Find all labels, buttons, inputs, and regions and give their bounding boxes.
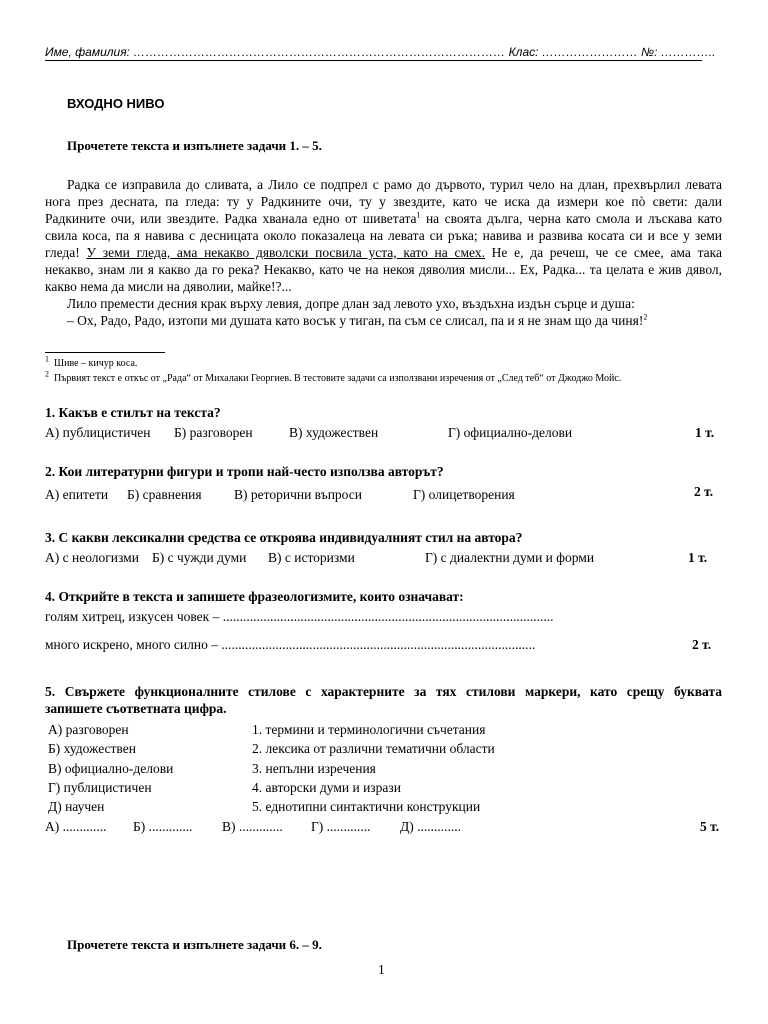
footnote-divider xyxy=(45,352,165,353)
passage-line-6: некакво, знам ли я какво да го река? Некакво, като че на некоя дяволия мисли... Ех, Радка... та целата е жив дявол, xyxy=(45,262,722,277)
footnote-ref-1: 1 xyxy=(416,210,421,220)
passage xyxy=(45,176,722,329)
q5-marker-3: 3. непълни изречения xyxy=(252,761,376,776)
q5-style-d: Г) публицистичен xyxy=(48,780,152,795)
footnote-2-number: 2 xyxy=(45,369,49,379)
question-1: 1. Какъв е стилът на текста? xyxy=(45,405,221,420)
q1-option-c: В) художествен xyxy=(289,425,379,440)
q1-option-b: Б) разговорен xyxy=(174,425,253,440)
q5-marker-2: 2. лексика от различни тематични области xyxy=(252,741,495,756)
passage-line-1: Радка се изправила до сливата, а Лило се подпрел с рамо до дървото, турил чело на длан, прехвърлил левата xyxy=(67,177,722,192)
q5-style-b: Б) художествен xyxy=(48,741,136,756)
footnote-1-text: Шиве – кичур коса. xyxy=(54,358,138,369)
q5-style-a: А) разговорен xyxy=(48,722,129,737)
passage-line-3a: Радкините очи, или звездите. Радка хванала едно от шиветата xyxy=(45,211,417,226)
footnote-1-number: 1 xyxy=(45,354,49,364)
instruction-1: Прочетете текста и изпълнете задачи 1. – 5. xyxy=(67,138,322,153)
q5-marker-1: 1. термини и терминологични съчетания xyxy=(252,722,486,737)
footnote-ref-2: 2 xyxy=(643,312,648,322)
passage-line-3 xyxy=(45,210,722,227)
passage-line-7: какво нема да мисли на дяволии, майке!?... xyxy=(45,279,292,294)
footnote-2 xyxy=(45,369,622,384)
name-class-number-line: Име, фамилия: ………………………………………………………………………………… Клас: …………………… №: ………….. xyxy=(45,45,716,59)
passage-line-5 xyxy=(45,244,722,261)
q2-option-b: Б) сравнения xyxy=(127,487,202,502)
q5-answer-a[interactable]: А) ............. xyxy=(45,819,107,834)
q2-option-d: Г) олицетворения xyxy=(413,487,515,502)
question-2: 2. Кои литературни фигури и тропи най-често използва авторът? xyxy=(45,464,444,479)
footnote-1 xyxy=(45,354,138,369)
q5-points: 5 т. xyxy=(700,819,720,834)
passage-line-2: нога през десната, па гледа: ту у Радкините очи, ту у звездите, като че иска да измери кое пò свети: дали xyxy=(45,194,722,209)
instruction-2: Прочетете текста и изпълнете задачи 6. – 9. xyxy=(67,937,322,952)
q3-option-d: Г) с диалектни думи и форми xyxy=(425,550,595,565)
q3-points: 1 т. xyxy=(688,550,708,565)
question-4: 4. Открийте в текста и запишете фразеологизмите, които означават: xyxy=(45,589,464,604)
q3-option-b: Б) с чужди думи xyxy=(152,550,247,565)
q4-item-1 xyxy=(45,609,553,625)
passage-line-5a: гледа! xyxy=(45,245,87,260)
q2-option-a: А) епитети xyxy=(45,487,109,502)
passage-line-5b: Не е, да речеш, че се смее, ама така xyxy=(484,245,722,260)
question-5-line-2: запишете съответната цифра. xyxy=(45,701,227,716)
q1-points: 1 т. xyxy=(695,425,715,440)
q4-item-2 xyxy=(45,637,535,653)
q2-option-c: В) реторични въпроси xyxy=(234,487,362,502)
q4-item-2-label: много искрено, много силно – xyxy=(45,637,218,652)
question-5 xyxy=(45,683,722,717)
question-3: 3. С какви лексикални средства се откроява индивидуалният стил на автора? xyxy=(45,530,523,545)
passage-line-8: Лило премести десния крак върху левия, допре длан зад левото ухо, въздъхна издън сърце и душа: xyxy=(67,296,635,311)
q4-answer-line-1[interactable]: .................................................................................................. xyxy=(222,609,554,624)
passage-line-9 xyxy=(45,312,722,329)
q5-style-c: В) официално-делови xyxy=(48,761,174,776)
q4-answer-line-2[interactable]: ............................................................................................. xyxy=(221,637,536,652)
page-title: ВХОДНО НИВО xyxy=(67,96,165,111)
question-5-line-1: 5. Свържете функционалните стилове с характерните за тях стилови маркери, като срещу буквата xyxy=(45,684,722,699)
passage-line-4: свила коса, па я навива с десницата около показалеца на левата си ръка; навива и развива косата си и все у земи xyxy=(45,228,722,243)
q5-answer-c[interactable]: В) ............. xyxy=(222,819,283,834)
q5-answer-d[interactable]: Г) ............. xyxy=(311,819,371,834)
q5-style-e: Д) научен xyxy=(48,799,105,814)
q5-marker-4: 4. авторски думи и изрази xyxy=(252,780,401,795)
q1-option-a: А) публицистичен xyxy=(45,425,151,440)
passage-line-3b: на своята дълга, черна като смола и лъскава като xyxy=(420,211,723,226)
q1-option-d: Г) официално-делови xyxy=(448,425,573,440)
q3-option-a: А) с неологизми xyxy=(45,550,139,565)
footnote-2-text: Първият текст е откъс от „Рада“ от Михалаки Георгиев. В тестовите задачи са използвани изречения от „След теб“ от Джоджо Мойс. xyxy=(54,373,622,384)
q4-item-1-label: голям хитрец, изкусен човек – xyxy=(45,609,220,624)
page-number: 1 xyxy=(378,962,385,977)
q2-points: 2 т. xyxy=(694,484,714,499)
q5-marker-5: 5. еднотипни синтактични конструкции xyxy=(252,799,481,814)
q5-answer-b[interactable]: Б) ............. xyxy=(133,819,193,834)
q4-points: 2 т. xyxy=(692,637,712,652)
underlined-sentence: У земи гледа, ама некакво дяволски посвила уста, като на смех. xyxy=(86,245,485,260)
q5-answer-e[interactable]: Д) ............. xyxy=(400,819,461,834)
q3-option-c: В) с историзми xyxy=(268,550,355,565)
passage-line-9a: – Ох, Радо, Радо, изтопи ми душата като восък у тиган, па съм се слисал, па и я не знам що да чиня! xyxy=(67,313,644,328)
